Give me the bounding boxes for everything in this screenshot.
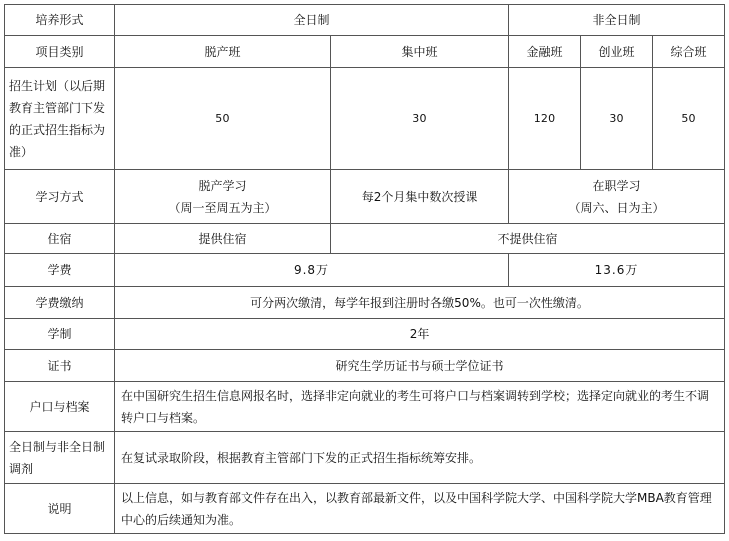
row-format — [5, 5, 725, 36]
hukou-label: 户口与档案 — [5, 382, 115, 432]
row-hukou — [5, 382, 725, 432]
adjust-label: 全日制与非全日制调剂 — [5, 432, 115, 484]
fee-parttime: 13.6万 — [509, 254, 725, 287]
payment-label: 学费缴纳 — [5, 287, 115, 319]
study-c2: 每2个月集中数次授课 — [331, 170, 509, 224]
plan-c5: 50 — [653, 68, 725, 170]
plan-c2: 30 — [331, 68, 509, 170]
row-adjust — [5, 432, 725, 484]
format-fulltime: 全日制 — [115, 5, 509, 36]
format-parttime: 非全日制 — [509, 5, 725, 36]
study-c1 — [115, 170, 331, 224]
duration-value: 2年 — [115, 319, 725, 350]
row-category — [5, 36, 725, 68]
certificate-label: 证书 — [5, 350, 115, 382]
study-c1-line1: 脱产学习 — [198, 178, 247, 193]
category-c1: 脱产班 — [115, 36, 331, 68]
mba-program-table — [4, 4, 725, 534]
certificate-value: 研究生学历证书与硕士学位证书 — [115, 350, 725, 382]
row-payment — [5, 287, 725, 319]
category-label: 项目类别 — [5, 36, 115, 68]
study-label: 学习方式 — [5, 170, 115, 224]
plan-label: 招生计划（以后期教育主管部门下发的正式招生指标为准） — [5, 68, 115, 170]
study-c3-line2: （周六、日为主） — [568, 200, 665, 215]
row-study — [5, 170, 725, 224]
note-label: 说明 — [5, 484, 115, 534]
plan-c1: 50 — [115, 68, 331, 170]
row-duration — [5, 319, 725, 350]
row-note — [5, 484, 725, 534]
hukou-value: 在中国研究生招生信息网报名时，选择非定向就业的考生可将户口与档案调转到学校；选择定向就业的考生不调转户口与档案。 — [115, 382, 725, 432]
row-plan — [5, 68, 725, 170]
payment-value: 可分两次缴清，每学年报到注册时各缴50%。也可一次性缴清。 — [115, 287, 725, 319]
fee-fulltime: 9.8万 — [115, 254, 509, 287]
study-c3-line1: 在职学习 — [592, 178, 641, 193]
row-certificate — [5, 350, 725, 382]
plan-c3: 120 — [509, 68, 581, 170]
row-fee — [5, 254, 725, 287]
category-c5: 综合班 — [653, 36, 725, 68]
study-c1-line2: （周一至周五为主） — [168, 200, 277, 215]
plan-c4: 30 — [581, 68, 653, 170]
category-c4: 创业班 — [581, 36, 653, 68]
note-value: 以上信息，如与教育部文件存在出入，以教育部最新文件，以及中国科学院大学、中国科学院大学MBA教育管理中心的后续通知为准。 — [115, 484, 725, 534]
duration-label: 学制 — [5, 319, 115, 350]
dorm-label: 住宿 — [5, 224, 115, 254]
category-c3: 金融班 — [509, 36, 581, 68]
adjust-value: 在复试录取阶段，根据教育主管部门下发的正式招生指标统筹安排。 — [115, 432, 725, 484]
dorm-c2: 不提供住宿 — [331, 224, 725, 254]
format-label: 培养形式 — [5, 5, 115, 36]
study-c3 — [509, 170, 725, 224]
dorm-c1: 提供住宿 — [115, 224, 331, 254]
row-dorm — [5, 224, 725, 254]
fee-label: 学费 — [5, 254, 115, 287]
category-c2: 集中班 — [331, 36, 509, 68]
